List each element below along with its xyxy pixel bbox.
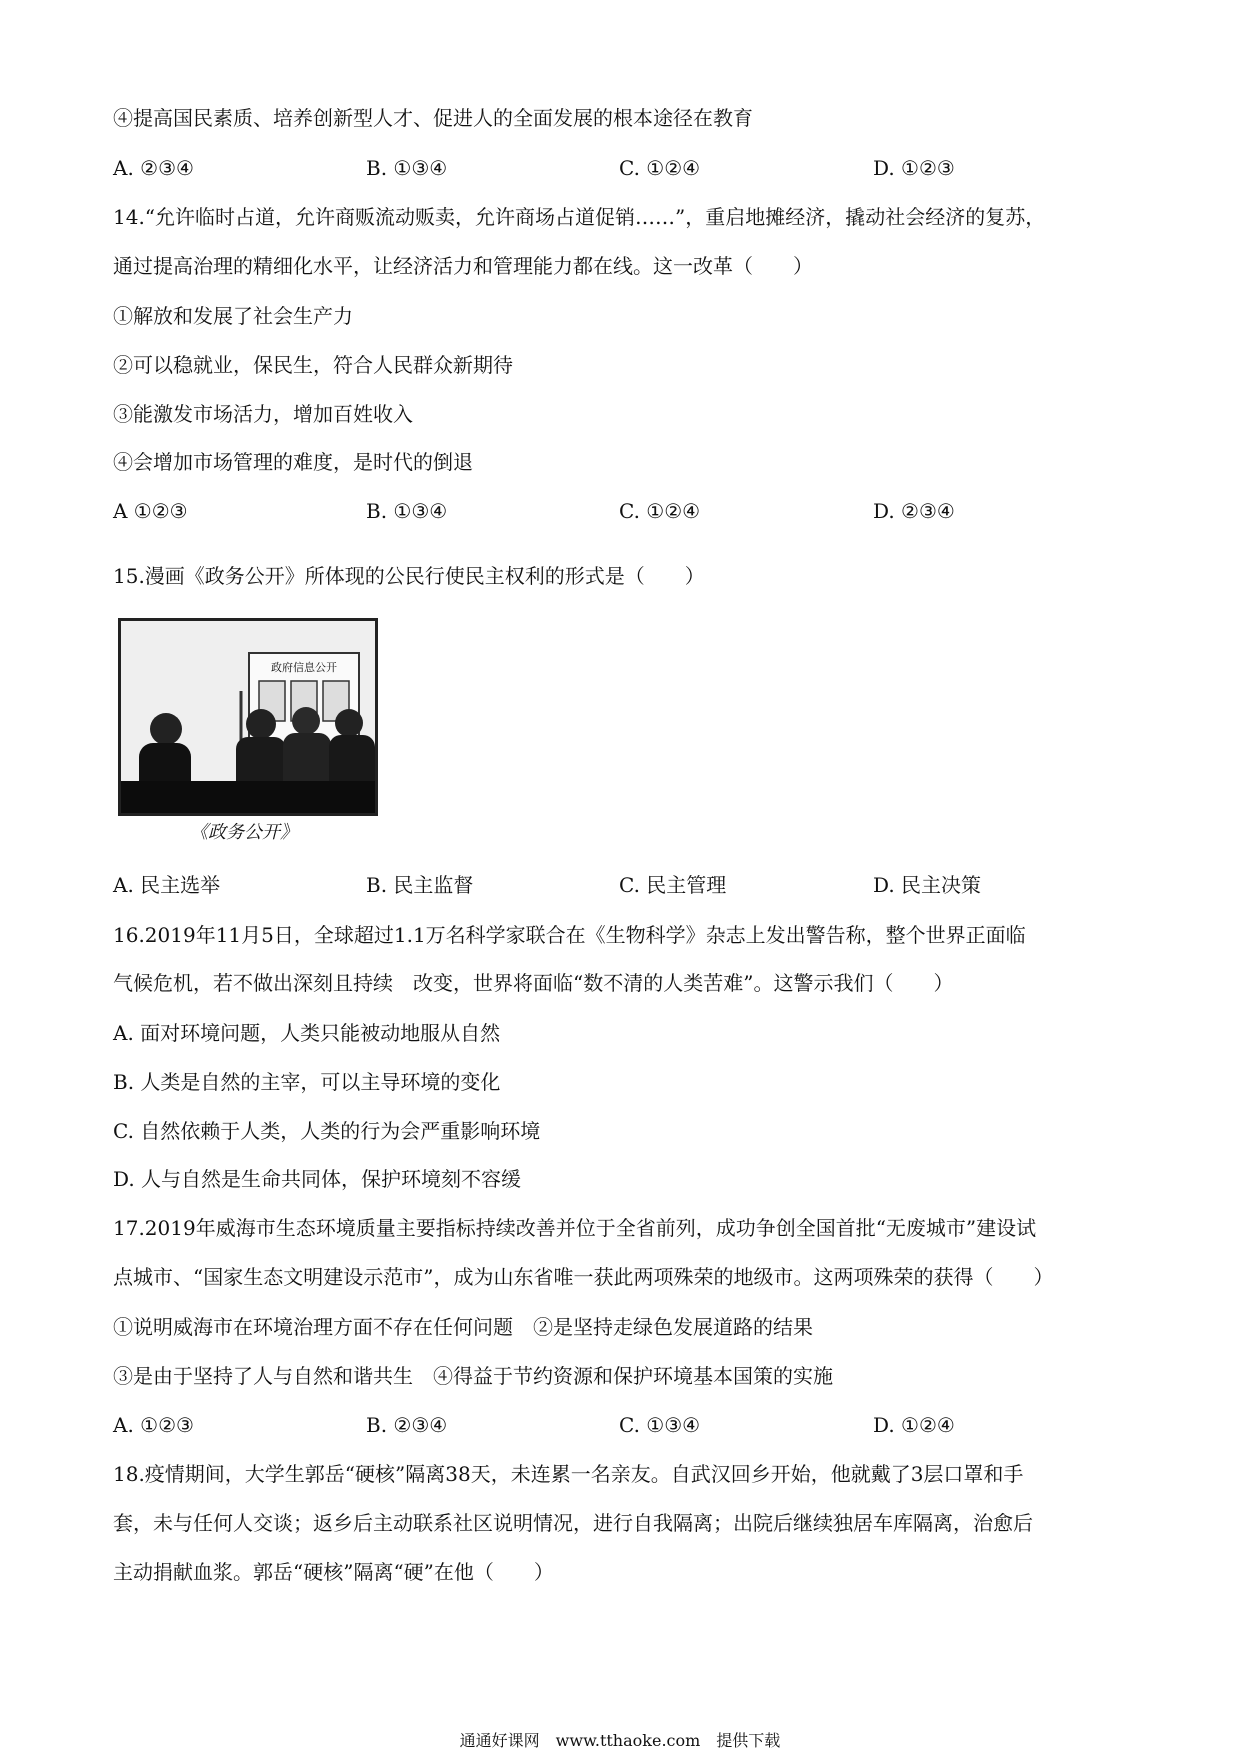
q16-stem-line-2: 气候危机，若不做出深刻且持续 改变，世界将面临“数不清的人类苦难”。这警示我们（ ） — [113, 971, 954, 995]
q14-item-4: ④会增加市场管理的难度，是时代的倒退 — [113, 450, 473, 474]
q13-option-a: A. ②③④ — [113, 156, 194, 180]
q17-option-a: A. ①②③ — [113, 1413, 194, 1437]
cartoon-drawing — [121, 621, 375, 813]
q14-item-1: ①解放和发展了社会生产力 — [113, 304, 353, 328]
q17-option-c: C. ①③④ — [619, 1413, 701, 1437]
q17-option-b: B. ②③④ — [366, 1413, 448, 1437]
q14-stem-line-2: 通过提高治理的精细化水平，让经济活力和管理能力都在线。这一改革（ ） — [113, 254, 813, 278]
q15-option-c: C. 民主管理 — [619, 873, 727, 897]
q14-option-d: D. ②③④ — [873, 499, 955, 523]
q16-option-b: B. 人类是自然的主宰，可以主导环境的变化 — [113, 1070, 501, 1094]
q18-stem-line-2: 套，未与任何人交谈；返乡后主动联系社区说明情况，进行自我隔离；出院后继续独居车库隔离，治愈后 — [113, 1511, 1033, 1535]
cartoon-image — [118, 618, 378, 816]
q15-option-b: B. 民主监督 — [366, 873, 474, 897]
q14-option-c: C. ①②④ — [619, 499, 701, 523]
q14-option-b: B. ①③④ — [366, 499, 448, 523]
q15-option-d: D. 民主决策 — [873, 873, 982, 897]
cartoon-sign-text: 政府信息公开 — [271, 661, 337, 674]
page-footer: 通通好课网 www.tthaoke.com 提供下载 — [459, 1731, 781, 1750]
q13-item-4: ④提高国民素质、培养创新型人才、促进人的全面发展的根本途径在教育 — [113, 106, 753, 130]
q16-option-d: D. 人与自然是生命共同体，保护环境刻不容缓 — [113, 1167, 522, 1191]
q14-options — [113, 497, 1013, 525]
q13-option-b: B. ①③④ — [366, 156, 448, 180]
q17-stem-line-2: 点城市、“国家生态文明建设示范市”，成为山东省唯一获此两项殊荣的地级市。这两项殊荣的获得（ ） — [113, 1265, 1054, 1289]
q15-options — [113, 871, 1013, 899]
q15-option-a: A. 民主选举 — [113, 873, 221, 897]
q17-stem-line-1: 17.2019年威海市生态环境质量主要指标持续改善并位于全省前列，成功争创全国首批“无废城市”建设试 — [113, 1216, 1037, 1240]
q14-item-3: ③能激发市场活力，增加百姓收入 — [113, 402, 413, 426]
q17-items-3-4: ③是由于坚持了人与自然和谐共生 ④得益于节约资源和保护环境基本国策的实施 — [113, 1364, 833, 1388]
q13-option-d: D. ①②③ — [873, 156, 955, 180]
q17-items-1-2: ①说明威海市在环境治理方面不存在任何问题 ②是坚持走绿色发展道路的结果 — [113, 1315, 813, 1339]
q18-stem-line-1: 18.疫情期间，大学生郭岳“硬核”隔离38天，未连累一名亲友。自武汉回乡开始，他就戴了3层口罩和手 — [113, 1462, 1024, 1486]
q15-stem: 15.漫画《政务公开》所体现的公民行使民主权利的形式是（ ） — [113, 564, 705, 588]
q14-item-2: ②可以稳就业，保民生，符合人民群众新期待 — [113, 353, 513, 377]
q16-stem-line-1: 16.2019年11月5日，全球超过1.1万名科学家联合在《生物科学》杂志上发出警告称，整个世界正面临 — [113, 923, 1026, 947]
q16-option-c: C. 自然依赖于人类，人类的行为会严重影响环境 — [113, 1119, 541, 1143]
cartoon-caption: 《政务公开》 — [190, 822, 298, 843]
q17-option-d: D. ①②④ — [873, 1413, 955, 1437]
q14-stem-line-1: 14.“允许临时占道，允许商贩流动贩卖，允许商场占道促销……”，重启地摊经济，撬动社会经济的复苏， — [113, 205, 1046, 229]
q13-option-c: C. ①②④ — [619, 156, 701, 180]
q16-option-a: A. 面对环境问题，人类只能被动地服从自然 — [113, 1021, 501, 1045]
q14-option-a: A ①②③ — [113, 499, 188, 523]
q13-options — [113, 154, 1013, 182]
q18-stem-line-3: 主动捐献血浆。郭岳“硬核”隔离“硬”在他（ ） — [113, 1560, 554, 1584]
q17-options — [113, 1411, 1013, 1439]
